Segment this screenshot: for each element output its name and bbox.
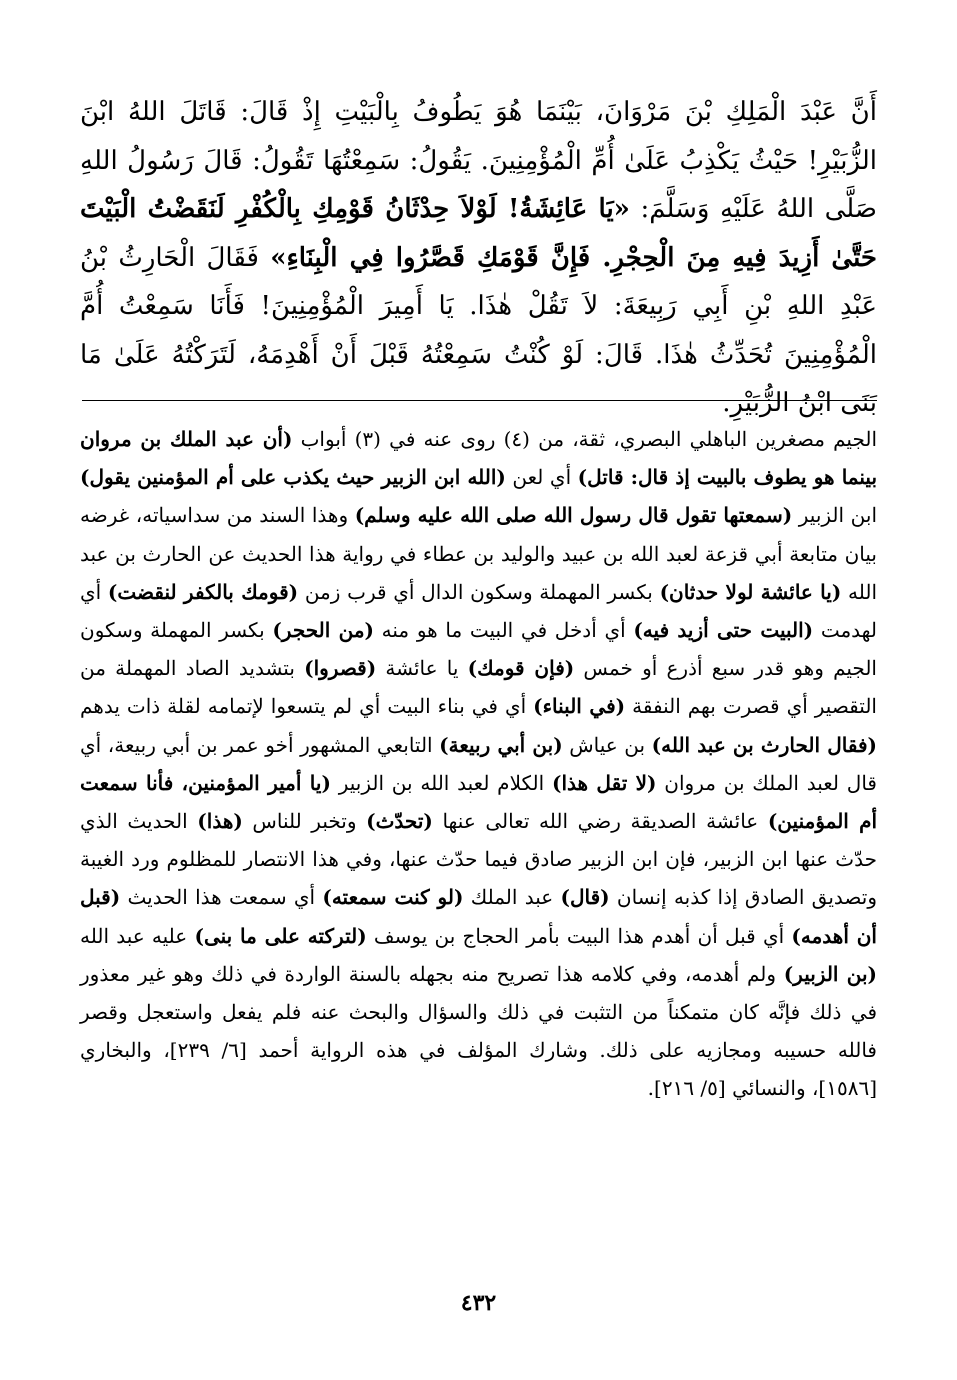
commentary-segment-21: (فقال الحارث بن عبد الله): [651, 732, 877, 757]
commentary-segment-19: (في البناء): [533, 694, 626, 719]
commentary-segment-6: وهذا السند من سداسياته، غرضه بيان متابعة أبي قزعة لعبد الله بن عبيد والوليد بن عطاء في رواية هذا الحديث عن الحارث بن عبد الله: [80, 503, 877, 604]
commentary-segment-12: أي أدخل في البيت ما هو منه: [374, 618, 634, 643]
commentary-segment-33: (قال): [560, 885, 610, 910]
commentary-segment-0: الجيم مصغرين الباهلي البصري، ثقة، من (٤) روى عنه في (٣) أبواب: [292, 427, 877, 451]
commentary-paragraph: [80, 420, 877, 1108]
commentary-segment-36: أي سمعت هذا الحديث: [120, 885, 323, 910]
commentary-segment-15: (فإن قومك): [467, 656, 575, 681]
commentary-segment-29: (تحدّث): [366, 809, 433, 834]
commentary-segment-40: عليه عبد الله: [80, 923, 195, 948]
commentary-segment-25: (لا تقل هذا): [551, 770, 657, 795]
page: [80, 0, 877, 1380]
commentary-segment-31: (هذا): [197, 809, 243, 834]
commentary-segment-1: (أن عبد الملك بن مروان بينما هو يطوف بالبيت إذ قال: قاتل): [80, 427, 878, 490]
commentary-segment-37: (قبل أن أهدمه): [80, 885, 877, 948]
commentary-segment-13: (من الحجر): [272, 618, 374, 643]
hadith-text: [80, 88, 877, 428]
page-number: ٤٣٢: [460, 1290, 497, 1316]
commentary-segment-8: بكسر المهملة وسكون الدال أي قرب زمن: [298, 579, 660, 604]
commentary-segment-39: (لتركته على ما بنى): [194, 923, 367, 948]
commentary-segment-16: يا عائشة: [376, 656, 468, 681]
commentary-segment-7: (يا عائشة لولا حدثان): [659, 579, 842, 604]
commentary-segment-4: ابن الزبير: [792, 503, 877, 528]
commentary-segment-27: (يا أمير المؤمنين، فأنا سمعت أم المؤمنين): [80, 770, 878, 834]
commentary-segment-2: أي لعن: [505, 465, 578, 490]
commentary-segment-14: بكسر المهملة وسكون الجيم وهو قدر سبع أذرع أو خمس: [80, 618, 877, 681]
commentary-segment-11: (البيت حتى أزيد فيه): [633, 618, 814, 643]
commentary-text: [80, 420, 877, 1108]
footnote-divider: [82, 400, 877, 401]
commentary-segment-30: وتخبر للناس: [242, 809, 367, 834]
commentary-segment-34: عبد الملك: [463, 885, 561, 910]
commentary-segment-28: عائشة الصديقة رضي الله تعالى عنها: [432, 809, 768, 834]
hadith-segment-1: «يَا عَائِشَةُ! لَوْلاَ حِدْثَانُ قَوْمِكِ بِالْكُفْرِ لَنَقَضْتُ الْبَيْتَ حَتَّىٰ أَزِيدَ فِيهِ مِنَ الْحِجْرِ. فَإِنَّ قَوْمَكِ قَصَّرُوا فِي الْبِنَاءِ»: [80, 194, 877, 273]
commentary-segment-5: (سمعتها تقول قال رسول الله صلى الله عليه وسلم): [354, 503, 793, 528]
commentary-segment-26: الكلام لعبد الله بن الزبير: [330, 770, 552, 795]
commentary-segment-10: أي لهدمت: [80, 579, 877, 643]
commentary-segment-9: (قومك بالكفر لنقضت): [107, 579, 299, 604]
commentary-segment-23: (بن أبي ربيعة): [439, 732, 563, 757]
commentary-segment-35: (لو كنت سمعته): [322, 885, 464, 910]
hadith-paragraph: [80, 88, 877, 428]
commentary-segment-17: (قصروا): [304, 656, 377, 681]
commentary-segment-32: الحديث الذي حدّث عنها ابن الزبير، فإن ابن الزبير صادق فيما حدّث عنها، وفي هذا الانتصار للمظلوم ورد الغيبة وتصديق الصادق إذا كذبه إنسان: [80, 809, 877, 910]
commentary-segment-41: (بن الزبير): [783, 961, 877, 986]
commentary-segment-42: ولم أهدمه، وفي كلامه هذا تصريح منه بجهله بالسنة الواردة في ذلك وهو غير معذور في ذلك فإنَّه كان متمكناً من التثبت في ذلك والسؤال والبحث عنه فلم يفعل واستعجل وقصر فالله حسيبه ومجازيه على ذلك. وشارك المؤلف في هذه الرواية أحمد [٦/ ٢٣٩]، والبخاري [١٥٨٦]، والنسائي [٥/ ٢١٦].: [80, 961, 878, 1101]
hadith-segment-0: أَنَّ عَبْدَ الْمَلِكِ بْنَ مَرْوَانَ، بَيْنَمَا هُوَ يَطُوفُ بِالْبَيْتِ إِذْ قَالَ: قَاتَلَ اللهُ ابْنَ الزُّبَيْرِ! حَيْثُ يَكْذِبُ عَلَىٰ أُمِّ الْمُؤْمِنِينَ. يَقُولُ: سَمِعْتُهَا تَقُولُ: قَالَ رَسُولُ اللهِ صَلَّى اللهُ عَلَيْهِ وَسَلَّمَ:: [80, 97, 877, 224]
commentary-segment-18: بتشديد الصاد المهملة من التقصير أي قصرت بهم النفقة: [80, 656, 877, 719]
commentary-segment-22: بن عياش: [562, 732, 652, 757]
commentary-segment-3: (الله ابن الزبير حيث يكذب على أم المؤمنين يقول): [80, 465, 506, 490]
hadith-segment-2: فَقَالَ الْحَارِثُ بْنُ عَبْدِ اللهِ بْنِ أَبِي رَبِيعَةَ: لاَ تَقُلْ هٰذَا. يَا أَمِيرَ الْمُؤْمِنِينَ! فَأَنَا سَمِعْتُ أُمَّ الْمُؤْمِنِينَ تُحَدِّثُ هٰذَا. قَالَ: لَوْ كُنْتُ سَمِعْتُهُ قَبْلَ أَنْ أَهْدِمَهُ، لَتَرَكْتُهُ عَلَىٰ مَا بَنَى ابْنُ الزُّبَيْرِ.: [80, 242, 877, 418]
commentary-segment-20: أي في بناء البيت أي لم يتسعوا لإتمامه لقلة ذات يدهم: [80, 694, 534, 719]
commentary-segment-24: التابعي المشهور أخو عمر بن أبي ربيعة، أي قال لعبد الملك بن مروان: [80, 732, 877, 795]
commentary-segment-38: أي قبل أن أهدم هذا البيت بأمر الحجاج بن يوسف: [366, 923, 792, 948]
